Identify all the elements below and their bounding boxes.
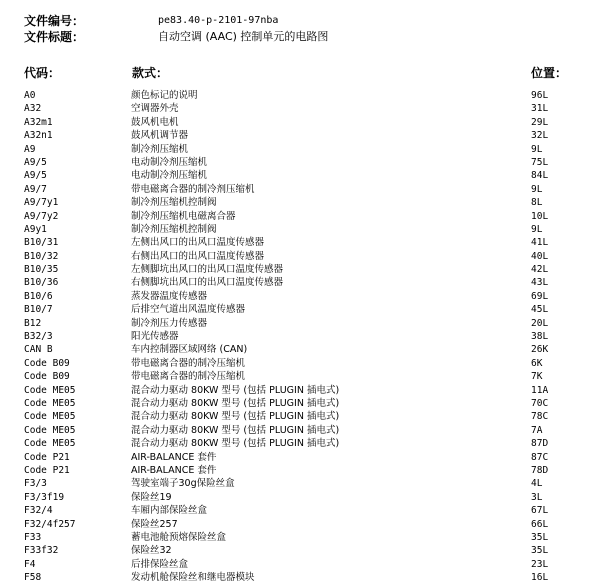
row-position: 35L [531,531,549,543]
table-row [0,437,601,450]
row-position: 96L [531,90,549,101]
row-name: 保险丝32 [131,545,172,557]
row-name: 制冷剂压缩机控制阀 [131,223,217,235]
row-position: 75L [531,156,549,168]
row-code: Code ME05 [24,424,76,436]
row-position: 9L [531,143,543,155]
file-number-label: 文件编号： [24,14,85,28]
row-name: 混合动力驱动 80KW 型号 (包括 PLUGIN 插电式) [131,424,340,436]
row-code: A0 [24,90,36,101]
row-position: 43L [531,277,549,289]
table-row [0,116,601,129]
row-position: 4L [531,478,543,490]
row-code: B10/32 [24,250,59,262]
table-row [0,250,601,263]
row-name: 驾驶室端子30g保险丝盒 [131,478,235,490]
row-position: 11A [531,384,549,396]
row-name: AIR-BALANCE 套件 [131,451,217,463]
row-name: 后排空气道出风温度传感器 [131,304,246,316]
row-position: 9L [531,183,543,195]
table-row [0,343,601,356]
row-name: 带电磁离合器的制冷压缩机 [131,371,246,383]
row-name: 保险丝257 [131,518,178,530]
table-row [0,263,601,276]
row-code: Code B09 [24,357,70,369]
row-name: 左侧出风口的出风口温度传感器 [131,237,265,249]
row-position: 87D [531,438,549,450]
row-code: A9/7y2 [24,210,59,222]
row-position: 9L [531,223,543,235]
row-code: Code ME05 [24,438,76,450]
row-position: 32L [531,130,549,142]
row-name: 混合动力驱动 80KW 型号 (包括 PLUGIN 插电式) [131,438,340,450]
row-code: A9/5 [24,156,47,168]
row-code: F3/3 [24,478,47,490]
row-name: 左侧脚坑出风口的出风口温度传感器 [131,264,284,276]
row-code: CAN B [24,344,53,356]
table-row [0,290,601,303]
row-position: 7A [531,424,543,436]
row-code: A32 [24,103,42,115]
row-name: 右侧出风口的出风口温度传感器 [131,250,265,262]
column-header-code: 代码： [24,66,61,80]
table-row [0,236,601,249]
table-row [0,544,601,557]
row-code: B10/6 [24,290,53,302]
row-position: 45L [531,304,549,316]
row-name: 阳光传感器 [131,331,179,343]
row-code: F3/3f19 [24,491,65,503]
row-name: 后排保险丝盒 [131,558,189,570]
table-row [0,276,601,289]
row-position: 10L [531,210,549,222]
row-name: 电动制冷剂压缩机 [131,170,208,182]
row-code: B10/35 [24,264,59,276]
table-row [0,477,601,490]
row-position: 70C [531,397,549,409]
table-row [0,397,601,410]
row-code: Code P21 [24,451,70,463]
row-code: B32/3 [24,331,53,343]
file-title-value: 自动空调 (AAC) 控制单元的电路图 [158,30,329,43]
row-position: 41L [531,237,549,249]
row-position: 8L [531,197,543,209]
table-row [0,558,601,571]
row-code: Code ME05 [24,384,76,396]
row-code: F33 [24,531,42,543]
row-position: 35L [531,545,549,557]
table-row [0,89,601,102]
table-row [0,464,601,477]
row-name: 制冷剂压缩机控制阀 [131,197,217,209]
row-position: 6K [531,357,543,369]
row-name: 颜色标记的说明 [131,90,198,101]
row-code: A32m1 [24,116,53,128]
table-row [0,491,601,504]
row-name: 车内控制器区域网络 (CAN) [131,344,248,356]
row-position: 69L [531,290,549,302]
table-row [0,384,601,397]
row-code: F4 [24,558,36,570]
row-position: 78D [531,464,549,476]
row-position: 42L [531,264,549,276]
table-row [0,183,601,196]
row-name: 鼓风机电机 [131,116,179,128]
row-name: 右侧脚坑出风口的出风口温度传感器 [131,277,284,289]
row-name: 混合动力驱动 80KW 型号 (包括 PLUGIN 插电式) [131,411,340,423]
row-code: Code B09 [24,371,70,383]
table-row [0,504,601,517]
row-position: 26K [531,344,549,356]
file-title-label: 文件标题： [24,30,85,44]
table-row [0,156,601,169]
row-code: Code ME05 [24,397,76,409]
row-name: 发动机舱保险丝和继电器模块 [131,572,255,584]
row-code: A9/5 [24,170,47,182]
row-position: 7K [531,371,543,383]
table-row [0,223,601,236]
table-row [0,330,601,343]
row-name: 制冷剂压缩机电磁离合器 [131,210,236,222]
row-position: 16L [531,572,549,584]
column-header-name: 款式： [132,66,169,80]
column-header-position: 位置： [531,66,568,80]
row-position: 3L [531,491,543,503]
component-table [0,89,601,584]
table-row [0,169,601,182]
row-position: 38L [531,331,549,343]
row-name: 蒸发器温度传感器 [131,290,208,302]
row-name: 混合动力驱动 80KW 型号 (包括 PLUGIN 插电式) [131,384,340,396]
row-name: 制冷剂压缩机 [131,143,189,155]
row-code: A9/7y1 [24,197,59,209]
row-position: 20L [531,317,549,329]
row-position: 66L [531,518,549,530]
table-row [0,424,601,437]
row-name: 空调器外壳 [131,103,179,115]
row-code: Code P21 [24,464,70,476]
row-code: B10/7 [24,304,53,316]
row-name: 带电磁离合器的制冷压缩机 [131,357,246,369]
table-row [0,210,601,223]
table-row [0,102,601,115]
table-row [0,143,601,156]
row-code: F32/4f257 [24,518,76,530]
row-name: 保险丝19 [131,491,172,503]
row-position: 87C [531,451,549,463]
row-name: 蓄电池舱预熔保险丝盒 [131,531,227,543]
table-row [0,317,601,330]
row-position: 29L [531,116,549,128]
row-name: 鼓风机调节器 [131,130,189,142]
file-number-value: pe83.40-p-2101-97nba [158,15,279,26]
row-code: A9/7 [24,183,47,195]
table-row [0,129,601,142]
row-name: 混合动力驱动 80KW 型号 (包括 PLUGIN 插电式) [131,397,340,409]
row-position: 67L [531,505,549,517]
row-code: F32/4 [24,505,53,517]
row-name: 制冷剂压力传感器 [131,317,208,329]
table-row [0,196,601,209]
row-code: B12 [24,317,42,329]
row-name: AIR-BALANCE 套件 [131,464,217,476]
row-position: 40L [531,250,549,262]
row-code: B10/36 [24,277,59,289]
row-code: B10/31 [24,237,59,249]
table-row [0,303,601,316]
table-row [0,571,601,584]
row-code: F58 [24,572,42,584]
row-position: 23L [531,558,549,570]
row-position: 31L [531,103,549,115]
table-row [0,410,601,423]
row-position: 78C [531,411,549,423]
table-row [0,531,601,544]
row-code: A32n1 [24,130,53,142]
row-position: 84L [531,170,549,182]
row-code: F33f32 [24,545,59,557]
row-code: A9y1 [24,223,47,235]
row-code: Code ME05 [24,411,76,423]
table-row [0,518,601,531]
table-row [0,370,601,383]
row-name: 电动制冷剂压缩机 [131,156,208,168]
table-row [0,357,601,370]
table-row [0,451,601,464]
row-name: 车厢内部保险丝盒 [131,505,208,517]
row-code: A9 [24,143,36,155]
row-name: 带电磁离合器的制冷剂压缩机 [131,183,255,195]
